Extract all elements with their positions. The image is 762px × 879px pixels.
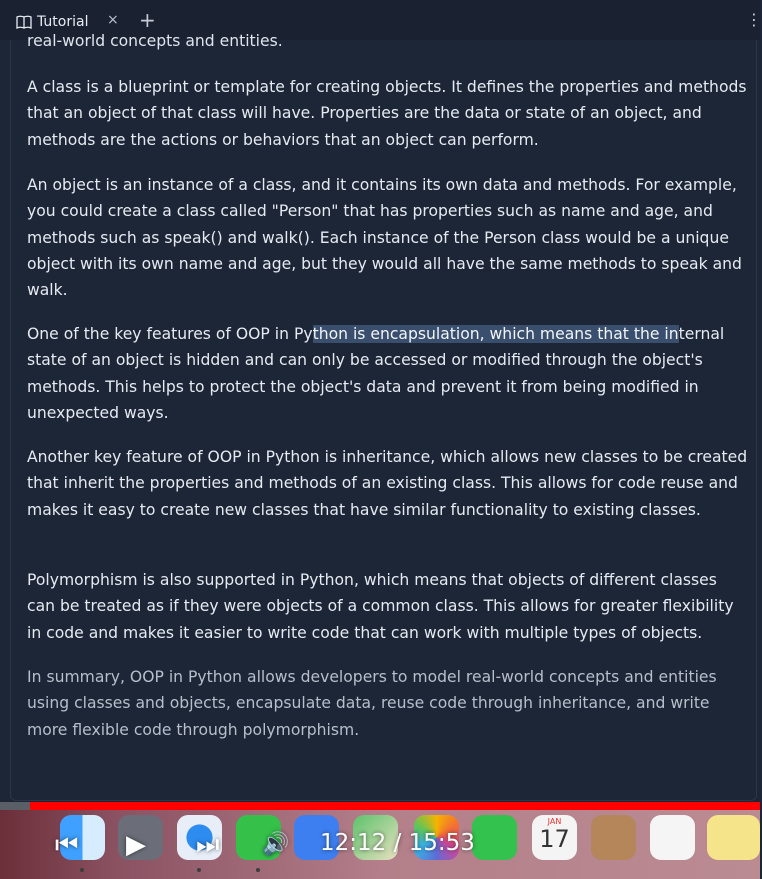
next-icon[interactable]: ⏭ bbox=[196, 830, 220, 860]
running-indicator bbox=[80, 868, 84, 872]
paragraph-class: A class is a blueprint or template for creating objects. It defines the properties and methods that an object of that class will have. Properties are the data or state of an object, and methods are the actions or behaviors that an object can perform. bbox=[27, 78, 747, 149]
notes-icon[interactable] bbox=[707, 815, 760, 860]
running-indicator bbox=[256, 868, 260, 872]
facetime-icon[interactable] bbox=[472, 815, 517, 860]
paragraph-encapsulation bbox=[27, 321, 749, 426]
calendar-month: JAN bbox=[547, 817, 562, 826]
book-icon bbox=[16, 15, 32, 29]
volume-icon[interactable]: 🔊 bbox=[262, 832, 290, 857]
cut-off-line: real-world concepts and entities. bbox=[27, 32, 283, 50]
calendar-day: 17 bbox=[539, 825, 570, 853]
tab-title: Tutorial bbox=[37, 14, 89, 30]
time-display: 12:12 / 15:53 bbox=[320, 830, 475, 856]
paragraph-object: An object is an instance of a class, and it contains its own data and methods. For example, you could create a class called "Person" that has properties such as name and age, and methods such as speak() and walk(). Each instance of the Person class would be a unique object with its own name and age, but they would all have the same methods to speak and walk. bbox=[27, 176, 742, 300]
selected-text: thon is encapsulation, which means that the in bbox=[312, 325, 679, 343]
encapsulation-text-after: ternal state of an object is hidden and can only be accessed or modified through the object's methods. This helps to protect the object's data and prevent it from being modified in unexpected ways. bbox=[27, 325, 725, 422]
previous-icon[interactable]: ⏮ bbox=[55, 830, 79, 860]
new-tab-button[interactable]: + bbox=[139, 8, 156, 32]
reminders-icon[interactable] bbox=[650, 815, 695, 860]
more-menu-icon[interactable]: ⋮ bbox=[746, 10, 762, 29]
paragraph-polymorphism: Polymorphism is also supported in Python, which means that objects of different classes can be treated as if they were objects of a common class. This allows for greater flexibility in code and makes it easier to write code that can work with multiple types of objects. bbox=[27, 571, 734, 642]
close-tab-icon[interactable]: × bbox=[107, 12, 119, 28]
play-icon[interactable]: ▶ bbox=[126, 830, 146, 860]
encapsulation-text-before: One of the key features of OOP in Py bbox=[27, 325, 313, 343]
contacts-icon[interactable] bbox=[591, 815, 636, 860]
paragraph-inheritance: Another key feature of OOP in Python is inheritance, which allows new classes to be created that inherit the properties and methods of an existing class. This allows for code reuse and makes it easy to create new classes that have similar functionality to existing classes. bbox=[27, 448, 748, 519]
progress-track[interactable] bbox=[0, 802, 30, 810]
article-content bbox=[0, 32, 760, 803]
running-indicator bbox=[197, 868, 201, 872]
video-progress-bar[interactable] bbox=[30, 802, 760, 810]
paragraph-summary: In summary, OOP in Python allows developers to model real-world concepts and entities using classes and objects, encapsulate data, reuse code through inheritance, and write more flexible code through polymorphism. bbox=[27, 668, 717, 739]
